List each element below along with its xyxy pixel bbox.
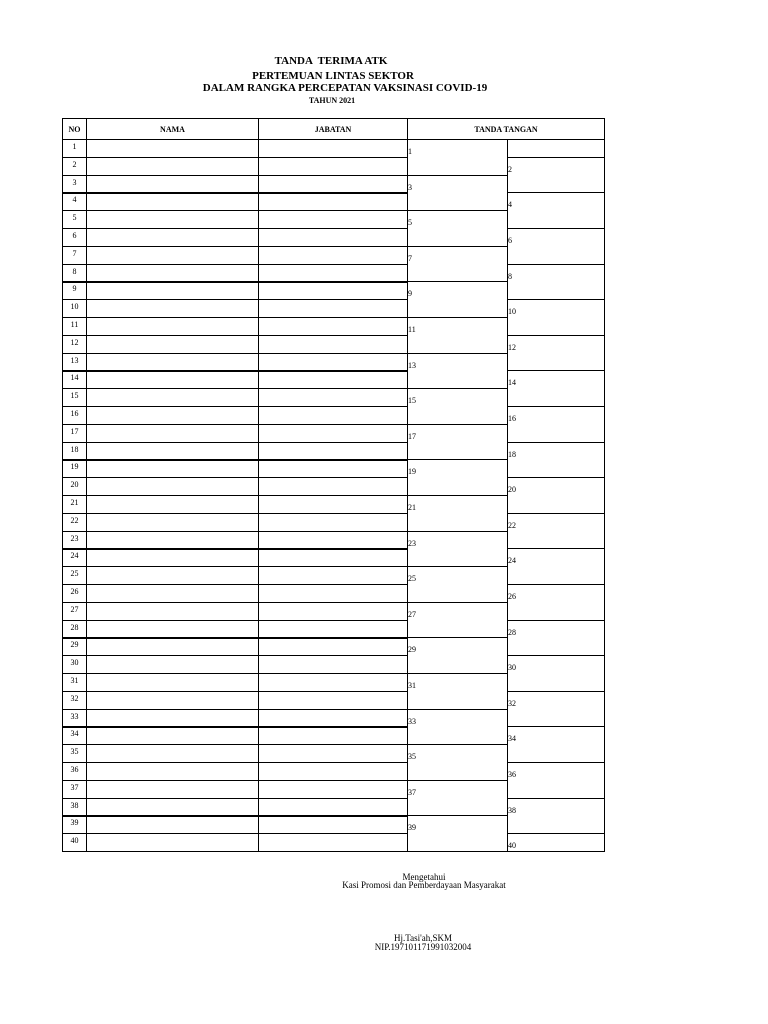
name-cell xyxy=(86,299,259,318)
signature-box xyxy=(507,798,605,835)
signature-number: 28 xyxy=(508,627,516,637)
signature-box xyxy=(507,228,605,265)
table-row xyxy=(62,513,409,532)
row-number-cell: 24 xyxy=(62,548,87,567)
position-cell xyxy=(258,210,408,229)
signature-box xyxy=(407,424,508,461)
position-cell xyxy=(258,175,408,194)
signature-box xyxy=(407,175,508,212)
row-number-cell: 34 xyxy=(62,726,87,745)
signature-number: 23 xyxy=(408,538,416,548)
position-cell xyxy=(258,139,408,158)
row-number-cell: 19 xyxy=(62,459,87,478)
row-number-cell: 1 xyxy=(62,139,87,158)
position-cell xyxy=(258,353,408,372)
signature-number: 35 xyxy=(408,752,416,762)
signature-number: 2 xyxy=(508,164,512,174)
signature-box xyxy=(507,762,605,799)
position-cell xyxy=(258,637,408,656)
row-number-cell: 2 xyxy=(62,157,87,176)
row-number-cell: 36 xyxy=(62,762,87,781)
signature-number: 26 xyxy=(508,592,516,601)
table-row xyxy=(62,424,409,443)
name-cell xyxy=(86,335,259,354)
header-jabatan: JABATAN xyxy=(258,118,408,140)
name-cell xyxy=(86,264,259,283)
position-cell xyxy=(258,192,408,211)
signature-box xyxy=(407,281,508,318)
row-number-cell: 31 xyxy=(62,673,87,692)
name-cell xyxy=(86,353,259,372)
position-cell xyxy=(258,246,408,265)
signature-number: 17 xyxy=(408,431,416,441)
position-cell xyxy=(258,798,408,817)
name-cell xyxy=(86,744,259,763)
position-cell xyxy=(258,780,408,799)
name-cell xyxy=(86,673,259,692)
table-row xyxy=(62,709,409,728)
signature-box xyxy=(507,370,605,407)
name-cell xyxy=(86,424,259,443)
position-cell xyxy=(258,655,408,674)
row-number-cell: 7 xyxy=(62,246,87,265)
row-number-cell: 33 xyxy=(62,709,87,728)
row-number-cell: 32 xyxy=(62,691,87,710)
signature-number: 32 xyxy=(508,698,516,708)
acknowledged-label: Mengetahui xyxy=(402,872,446,882)
name-cell xyxy=(86,655,259,674)
position-cell xyxy=(258,620,408,639)
signature-box xyxy=(507,726,605,763)
position-cell xyxy=(258,477,408,496)
position-cell xyxy=(258,442,408,461)
table-row xyxy=(62,317,409,336)
header-nama: NAMA xyxy=(86,118,259,140)
signature-box xyxy=(407,531,508,568)
table-row xyxy=(62,406,409,425)
signature-box xyxy=(407,139,508,176)
signature-number: 18 xyxy=(508,449,516,459)
name-cell xyxy=(86,406,259,425)
signature-number: 30 xyxy=(508,663,516,673)
table-row xyxy=(62,726,409,745)
signature-box xyxy=(407,602,508,639)
row-number-cell: 8 xyxy=(62,264,87,283)
name-cell xyxy=(86,566,259,585)
signature-box xyxy=(507,157,605,194)
signature-box xyxy=(407,815,508,852)
row-number-cell: 23 xyxy=(62,531,87,550)
header-tanda-tangan: TANDA TANGAN xyxy=(407,118,605,140)
subtitle-purpose: DALAM RANGKA PERCEPATAN VAKSINASI COVID-19 xyxy=(202,82,488,94)
name-cell xyxy=(86,513,259,532)
year-label: TAHUN 2021 xyxy=(308,96,356,105)
signature-box xyxy=(507,406,605,443)
row-number-cell: 16 xyxy=(62,406,87,425)
name-cell xyxy=(86,317,259,336)
signature-number: 20 xyxy=(508,485,516,495)
table-row xyxy=(62,531,409,550)
position-cell xyxy=(258,726,408,745)
signature-box xyxy=(507,548,605,585)
position-cell xyxy=(258,815,408,834)
signature-number: 34 xyxy=(508,734,516,744)
signature-box xyxy=(407,353,508,390)
position-cell xyxy=(258,762,408,781)
position-cell xyxy=(258,388,408,407)
signature-box xyxy=(507,264,605,301)
row-number-cell: 35 xyxy=(62,744,87,763)
signature-number: 3 xyxy=(408,182,412,192)
signature-number: 7 xyxy=(408,253,412,263)
table-row xyxy=(62,744,409,763)
row-number-cell: 3 xyxy=(62,175,87,194)
signature-number: 33 xyxy=(408,716,416,726)
position-cell xyxy=(258,691,408,710)
name-cell xyxy=(86,459,259,478)
position-cell xyxy=(258,513,408,532)
name-cell xyxy=(86,192,259,211)
subtitle-meeting: PERTEMUAN LINTAS SEKTOR xyxy=(252,70,414,82)
name-cell xyxy=(86,531,259,550)
table-row xyxy=(62,442,409,461)
name-cell xyxy=(86,691,259,710)
position-cell xyxy=(258,548,408,567)
name-cell xyxy=(86,637,259,656)
name-cell xyxy=(86,726,259,745)
signature-box xyxy=(407,210,508,247)
table-row xyxy=(62,192,409,211)
table-row xyxy=(62,566,409,585)
signature-box xyxy=(407,780,508,817)
signer-nip: NIP.197101171991032004 xyxy=(374,942,472,952)
position-cell xyxy=(258,370,408,389)
name-cell xyxy=(86,210,259,229)
row-number-cell: 6 xyxy=(62,228,87,247)
position-cell xyxy=(258,531,408,550)
signature-number: 25 xyxy=(408,574,416,584)
row-number-cell: 4 xyxy=(62,192,87,211)
signature-box xyxy=(507,139,605,158)
name-cell xyxy=(86,281,259,300)
position-cell xyxy=(258,406,408,425)
signer-position: Kasi Promosi dan Pemberdayaan Masyarakat xyxy=(342,880,506,890)
signature-number: 36 xyxy=(508,770,516,779)
signer-name: Hj.Tasi'ah,SKM xyxy=(394,933,452,943)
row-number-cell: 21 xyxy=(62,495,87,514)
row-number-cell: 5 xyxy=(62,210,87,229)
table-row xyxy=(62,139,409,158)
name-cell xyxy=(86,442,259,461)
position-cell xyxy=(258,424,408,443)
table-row xyxy=(62,602,409,621)
position-cell xyxy=(258,228,408,247)
signature-number: 15 xyxy=(408,396,416,406)
name-cell xyxy=(86,833,259,852)
name-cell xyxy=(86,602,259,621)
document-title: TANDA TERIMA ATK xyxy=(274,55,388,67)
table-row xyxy=(62,655,409,674)
header-no: NO xyxy=(62,118,87,140)
signature-number: 40 xyxy=(508,841,516,851)
signature-number: 37 xyxy=(408,787,416,797)
signature-box xyxy=(407,495,508,532)
signature-number: 27 xyxy=(408,609,416,619)
position-cell xyxy=(258,744,408,763)
row-number-cell: 26 xyxy=(62,584,87,603)
name-cell xyxy=(86,477,259,496)
position-cell xyxy=(258,335,408,354)
row-number-cell: 38 xyxy=(62,798,87,817)
table-row xyxy=(62,353,409,372)
name-cell xyxy=(86,620,259,639)
signature-number: 24 xyxy=(508,556,516,566)
position-cell xyxy=(258,264,408,283)
signature-number: 1 xyxy=(408,147,412,156)
name-cell xyxy=(86,495,259,514)
name-cell xyxy=(86,157,259,176)
position-cell xyxy=(258,495,408,514)
row-number-cell: 13 xyxy=(62,353,87,372)
signature-number: 38 xyxy=(508,805,516,815)
signature-box xyxy=(507,442,605,479)
row-number-cell: 22 xyxy=(62,513,87,532)
position-cell xyxy=(258,709,408,728)
table-row xyxy=(62,157,409,176)
signature-number: 13 xyxy=(408,360,416,370)
row-number-cell: 37 xyxy=(62,780,87,799)
position-cell xyxy=(258,317,408,336)
table-row xyxy=(62,584,409,603)
row-number-cell: 40 xyxy=(62,833,87,852)
position-cell xyxy=(258,566,408,585)
name-cell xyxy=(86,139,259,158)
signature-number: 21 xyxy=(408,503,416,512)
table-row xyxy=(62,459,409,478)
name-cell xyxy=(86,762,259,781)
signature-number: 11 xyxy=(408,325,416,334)
name-cell xyxy=(86,175,259,194)
table-row xyxy=(62,548,409,567)
signature-number: 4 xyxy=(508,200,512,210)
signature-box xyxy=(407,637,508,674)
row-number-cell: 17 xyxy=(62,424,87,443)
row-number-cell: 9 xyxy=(62,281,87,300)
position-cell xyxy=(258,157,408,176)
table-row xyxy=(62,780,409,799)
signature-box xyxy=(407,566,508,603)
table-row xyxy=(62,228,409,247)
table-row xyxy=(62,370,409,389)
table-row xyxy=(62,762,409,781)
table-row xyxy=(62,281,409,300)
row-number-cell: 14 xyxy=(62,370,87,389)
table-row xyxy=(62,691,409,710)
row-number-cell: 20 xyxy=(62,477,87,496)
signature-box xyxy=(507,584,605,621)
name-cell xyxy=(86,246,259,265)
table-row xyxy=(62,210,409,229)
signature-box xyxy=(407,246,508,283)
signature-box xyxy=(507,477,605,514)
table-row xyxy=(62,299,409,318)
name-cell xyxy=(86,584,259,603)
name-cell xyxy=(86,388,259,407)
signature-number: 22 xyxy=(508,520,516,530)
position-cell xyxy=(258,584,408,603)
row-number-cell: 15 xyxy=(62,388,87,407)
signature-box xyxy=(407,673,508,710)
receipt-table xyxy=(62,118,605,852)
position-cell xyxy=(258,299,408,318)
table-row xyxy=(62,798,409,817)
signature-number: 10 xyxy=(508,307,516,317)
signature-number: 9 xyxy=(408,289,412,299)
table-row xyxy=(62,264,409,283)
table-row xyxy=(62,477,409,496)
signature-box xyxy=(407,388,508,425)
row-number-cell: 39 xyxy=(62,815,87,834)
table-row xyxy=(62,673,409,692)
row-number-cell: 18 xyxy=(62,442,87,461)
signature-number: 6 xyxy=(508,236,512,245)
table-row xyxy=(62,815,409,834)
signature-box xyxy=(507,655,605,692)
row-number-cell: 11 xyxy=(62,317,87,336)
signature-box xyxy=(407,744,508,781)
name-cell xyxy=(86,780,259,799)
row-number-cell: 10 xyxy=(62,299,87,318)
position-cell xyxy=(258,602,408,621)
position-cell xyxy=(258,833,408,852)
name-cell xyxy=(86,709,259,728)
name-cell xyxy=(86,815,259,834)
row-number-cell: 12 xyxy=(62,335,87,354)
signature-box xyxy=(507,513,605,550)
table-row xyxy=(62,833,409,852)
position-cell xyxy=(258,459,408,478)
table-row xyxy=(62,388,409,407)
table-row xyxy=(62,246,409,265)
table-row xyxy=(62,175,409,194)
signature-number: 19 xyxy=(408,467,416,477)
table-row xyxy=(62,637,409,656)
row-number-cell: 29 xyxy=(62,637,87,656)
signature-number: 31 xyxy=(408,681,416,690)
signature-box xyxy=(507,691,605,728)
name-cell xyxy=(86,370,259,389)
table-row xyxy=(62,495,409,514)
position-cell xyxy=(258,281,408,300)
signature-box xyxy=(407,317,508,354)
name-cell xyxy=(86,228,259,247)
position-cell xyxy=(258,673,408,692)
name-cell xyxy=(86,798,259,817)
signature-number: 29 xyxy=(408,645,416,655)
row-number-cell: 27 xyxy=(62,602,87,621)
table-row xyxy=(62,335,409,354)
signature-number: 5 xyxy=(408,218,412,228)
row-number-cell: 30 xyxy=(62,655,87,674)
signature-number: 14 xyxy=(508,378,516,388)
signature-box xyxy=(507,192,605,229)
signature-number: 39 xyxy=(408,823,416,833)
table-row xyxy=(62,620,409,639)
signature-number: 8 xyxy=(508,271,512,281)
signature-box xyxy=(407,459,508,496)
signature-number: 16 xyxy=(508,414,516,423)
name-cell xyxy=(86,548,259,567)
signature-box xyxy=(507,299,605,336)
signature-box xyxy=(507,335,605,372)
signature-number: 12 xyxy=(508,342,516,352)
row-number-cell: 28 xyxy=(62,620,87,639)
signature-box xyxy=(407,709,508,746)
signature-box xyxy=(507,620,605,657)
row-number-cell: 25 xyxy=(62,566,87,585)
signature-box xyxy=(507,833,605,852)
